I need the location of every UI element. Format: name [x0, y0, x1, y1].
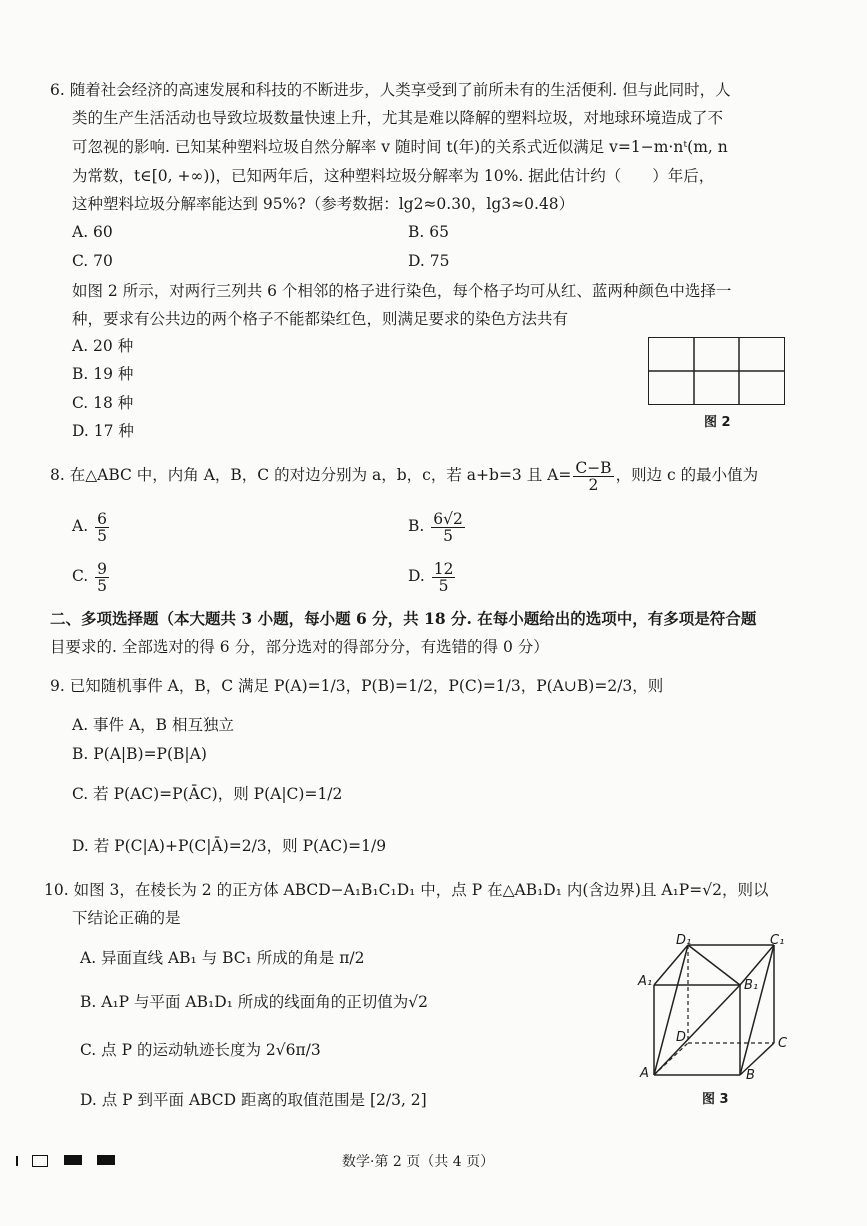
- cube-label-a1: A₁: [638, 974, 653, 989]
- q9-option-d: D. 若 P(C|A)+P(C|Ā)=2/3，则 P(AC)=1/9: [72, 837, 387, 855]
- q6-option-a: A. 60: [72, 223, 113, 241]
- q8-option-a: A. $\frac{6}{5}$: [72, 509, 107, 545]
- q6-option-b: B. 65: [408, 223, 449, 241]
- q6-line-5: 这种塑料垃圾分解率能达到 95%?（参考数据：lg2≈0.30，lg3≈0.48）: [72, 195, 575, 213]
- q10-option-a: A. 异面直线 AB₁ 与 BC₁ 所成的角是 π/2: [80, 949, 365, 967]
- cube-label-b: B: [746, 1068, 755, 1083]
- q10-option-c: C. 点 P 的运动轨迹长度为 2√6π/3: [80, 1041, 321, 1059]
- q6-line-3: 可忽视的影响. 已知某种塑料垃圾自然分解率 v 随时间 t(年)的关系式近似满足 v=1−m·nᵗ(m, n: [72, 138, 728, 156]
- q8-stem: [50, 452, 758, 498]
- cube-label-d1: D₁: [676, 933, 692, 948]
- cube-label-b1: B₁: [744, 978, 759, 993]
- q6-line-1: 6. 随着社会经济的高速发展和科技的不断进步，人类享受到了前所未有的生活便利. 但与此同时，人: [50, 81, 731, 99]
- figure-2-grid: [648, 337, 785, 405]
- figure-3-cube: [632, 935, 792, 1085]
- q10-option-b: B. A₁P 与平面 AB₁D₁ 所成的线面角的正切值为√2: [80, 993, 429, 1011]
- q8-stem-after: ，则边 c 的最小值为: [615, 466, 759, 484]
- footer-mark: [16, 1156, 18, 1166]
- q8-option-d: D. $\frac{12}{5}$: [408, 559, 454, 595]
- q6-line-4: 为常数，t∈[0, +∞))，已知两年后，这种塑料垃圾分解率为 10%. 据此估计约（ ）年后，: [72, 167, 715, 185]
- q7-line-1: 如图 2 所示，对两行三列共 6 个相邻的格子进行染色，每个格子均可从红、蓝两种颜色中选择一: [72, 282, 732, 300]
- cube-label-a: A: [640, 1066, 649, 1081]
- q10-line-1: 10. 如图 3，在棱长为 2 的正方体 ABCD−A₁B₁C₁D₁ 中，点 P 在△AB₁D₁ 内(含边界)且 A₁P=√2，则以: [44, 881, 769, 899]
- q6-line-2: 类的生产生活活动也导致垃圾数量快速上升，尤其是难以降解的塑料垃圾，对地球环境造成了不: [72, 109, 724, 127]
- q10-option-d: D. 点 P 到平面 ABCD 距离的取值范围是 [2/3, 2]: [80, 1091, 427, 1109]
- q7-option-c: C. 18 种: [72, 394, 134, 412]
- q9-option-a: A. 事件 A，B 相互独立: [72, 716, 234, 734]
- footer-filled-box-1: [64, 1155, 82, 1165]
- figure-3-caption: 图 3: [702, 1092, 729, 1107]
- q8-option-b: B. $\frac{6√2}{5}$: [408, 509, 463, 545]
- page-footer: 数学·第 2 页（共 4 页）: [342, 1154, 495, 1170]
- q10-line-2: 下结论正确的是: [72, 909, 181, 927]
- q8-stem-before: 8. 在△ABC 中，内角 A，B，C 的对边分别为 a，b，c，若 a+b=3 且 A=: [50, 466, 572, 484]
- cube-label-c1: C₁: [770, 933, 785, 948]
- q8-stem-fraction: $\frac{C-B}{2}$: [575, 458, 612, 494]
- footer-empty-box: [32, 1155, 48, 1167]
- q9-option-c: C. 若 P(AC)=P(ĀC)，则 P(A|C)=1/2: [72, 785, 343, 803]
- figure-2-caption: 图 2: [704, 415, 731, 430]
- q7-option-a: A. 20 种: [72, 337, 134, 355]
- section-2-header-line-1: 二、多项选择题（本大题共 3 小题，每小题 6 分，共 18 分. 在每小题给出的选项中，有多项是符合题: [50, 609, 757, 628]
- q6-option-d: D. 75: [408, 252, 450, 270]
- cube-label-c: C: [778, 1036, 788, 1051]
- q8-option-c: C. $\frac{9}{5}$: [72, 559, 108, 595]
- q9-option-b: B. P(A|B)=P(B|A): [72, 745, 207, 763]
- cube-label-d: D: [676, 1030, 687, 1045]
- q9-stem: 9. 已知随机事件 A，B，C 满足 P(A)=1/3，P(B)=1/2，P(C)=1/3，P(A∪B)=2/3，则: [50, 677, 664, 695]
- q7-option-d: D. 17 种: [72, 422, 134, 440]
- q7-option-b: B. 19 种: [72, 365, 134, 383]
- section-2-header-line-2: 目要求的. 全部选对的得 6 分，部分选对的得部分分，有选错的得 0 分）: [50, 638, 549, 656]
- q6-option-c: C. 70: [72, 252, 113, 270]
- footer-filled-box-2: [97, 1155, 115, 1165]
- q7-line-2: 种，要求有公共边的两个格子不能都染红色，则满足要求的染色方法共有: [72, 310, 569, 328]
